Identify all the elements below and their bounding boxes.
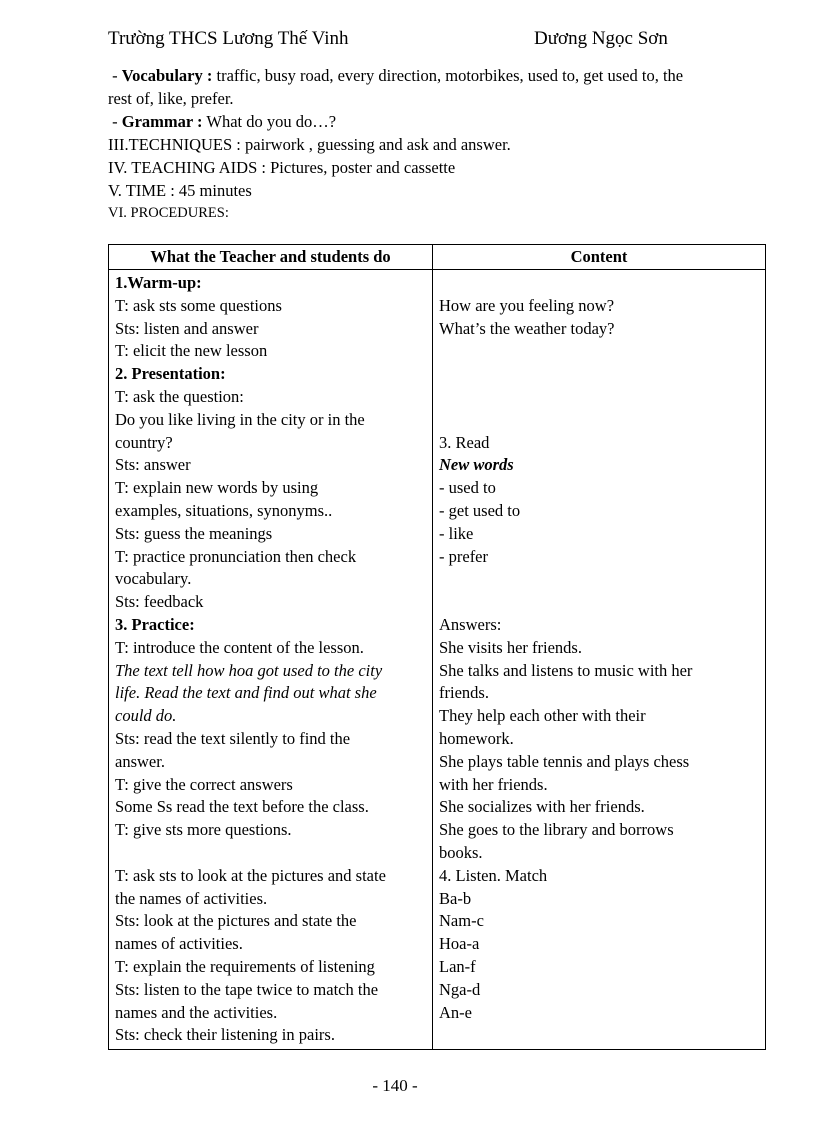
table-line: homework. [439, 728, 514, 748]
table-line: - like [439, 523, 474, 543]
table-line: The text tell how hoa got used to the city [115, 660, 383, 680]
section-heading: 3. Practice: [115, 614, 195, 634]
table-line: Sts: guess the meanings [115, 523, 273, 543]
grammar-text: What do you do…? [202, 112, 337, 131]
blank-line [439, 568, 760, 591]
page-header [108, 28, 756, 52]
table-line: - prefer [439, 546, 489, 566]
teacher-name: Dương Ngọc Sơn [534, 28, 668, 49]
table-line: T: explain new words by using [115, 478, 319, 498]
table-line: T: practice pronunciation then check [115, 546, 357, 566]
blank-line [439, 340, 760, 363]
blank-line [439, 591, 760, 614]
table-line: T: introduce the content of the lesson. [115, 637, 364, 657]
vocabulary-continuation: rest of, like, prefer. [108, 89, 234, 108]
table-line: T: ask the question: [115, 386, 244, 406]
table-line: - get used to [439, 500, 521, 520]
table-line: friends. [439, 683, 489, 703]
grammar-line: - Grammar : What do you do…? [108, 112, 337, 131]
table-line: - used to [439, 478, 496, 498]
table-line: books. [439, 842, 483, 862]
column-header-activities: What the Teacher and students do [109, 245, 433, 270]
section-heading: 2. Presentation: [115, 364, 226, 384]
column-header-content: Content [433, 245, 766, 270]
table-line: T: give sts more questions. [115, 820, 292, 840]
grammar-label: Grammar : [121, 112, 203, 131]
activities-cell [109, 270, 433, 1050]
table-line: Sts: listen and answer [115, 318, 259, 338]
table-line: answer. [115, 751, 165, 771]
table-line: Do you like living in the city or in the [115, 409, 365, 429]
table-line: What’s the weather today? [439, 318, 615, 338]
page-number: - 140 - [372, 1076, 418, 1095]
table-line: Answers: [439, 614, 502, 634]
blank-line [439, 409, 760, 432]
procedures-line: VI. PROCEDURES: [108, 205, 229, 221]
table-line: T: explain the requirements of listening [115, 956, 375, 976]
table-line: Sts: read the text silently to find the [115, 728, 351, 748]
content-cell [433, 270, 766, 1050]
table-line: Ba-b [439, 888, 472, 908]
table-line: New words [439, 455, 514, 475]
table-line: Hoa-a [439, 934, 480, 954]
section-heading: 1.Warm-up: [115, 273, 202, 292]
table-line: Lan-f [439, 956, 476, 976]
table-line: She socializes with her friends. [439, 797, 645, 817]
table-line: Some Ss read the text before the class. [115, 797, 369, 817]
techniques-line: III.TECHNIQUES : pairwork , guessing and ask and answer. [108, 135, 511, 154]
table-line: the names of activities. [115, 888, 268, 908]
blank-line [439, 363, 760, 386]
table-line: She goes to the library and borrows [439, 820, 674, 840]
table-line: Sts: answer [115, 455, 191, 475]
table-line: 4. Listen. Match [439, 865, 548, 885]
table-line: could do. [115, 706, 177, 726]
lesson-intro [108, 64, 768, 225]
procedures-table [108, 244, 766, 1050]
vocabulary-text: traffic, busy road, every direction, motorbikes, used to, get used to, the [212, 66, 684, 85]
vocabulary-line: - Vocabulary : traffic, busy road, every direction, motorbikes, used to, get used to, the [108, 66, 684, 85]
blank-line [439, 272, 760, 295]
activities-column [109, 270, 432, 1049]
table-line: She visits her friends. [439, 637, 582, 657]
table-line: 3. Read [439, 432, 490, 452]
table-line: Sts: listen to the tape twice to match the [115, 979, 379, 999]
table-line: with her friends. [439, 774, 548, 794]
table-line: T: elicit the new lesson [115, 341, 268, 361]
table-line: Sts: check their listening in pairs. [115, 1025, 335, 1045]
table-line: life. Read the text and find out what she [115, 683, 377, 703]
table-line: How are you feeling now? [439, 295, 615, 315]
blank-line [115, 842, 427, 865]
content-column [433, 270, 765, 1026]
table-line: names and the activities. [115, 1002, 278, 1022]
table-header-row [109, 245, 766, 270]
table-body-row [109, 270, 766, 1050]
table-line: She plays table tennis and plays chess [439, 751, 690, 771]
table-line: names of activities. [115, 934, 243, 954]
table-line: Nga-d [439, 979, 481, 999]
blank-line [439, 386, 760, 409]
table-line: An-e [439, 1002, 472, 1022]
table-line: They help each other with their [439, 706, 646, 726]
table-line: examples, situations, synonyms.. [115, 500, 333, 520]
table-line: Nam-c [439, 911, 484, 931]
time-line: V. TIME : 45 minutes [108, 181, 252, 200]
table-line: T: give the correct answers [115, 774, 293, 794]
table-line: Sts: look at the pictures and state the [115, 911, 357, 931]
table-line: T: ask sts some questions [115, 295, 282, 315]
table-line: T: ask sts to look at the pictures and state [115, 865, 386, 885]
teaching-aids-line: IV. TEACHING AIDS : Pictures, poster and cassette [108, 158, 456, 177]
school-name: Trường THCS Lương Thế Vinh [108, 28, 349, 49]
table-line: vocabulary. [115, 569, 192, 589]
table-line: Sts: feedback [115, 592, 204, 612]
table-line: country? [115, 432, 173, 452]
vocabulary-label: Vocabulary : [121, 66, 213, 85]
table-line: She talks and listens to music with her [439, 660, 693, 680]
